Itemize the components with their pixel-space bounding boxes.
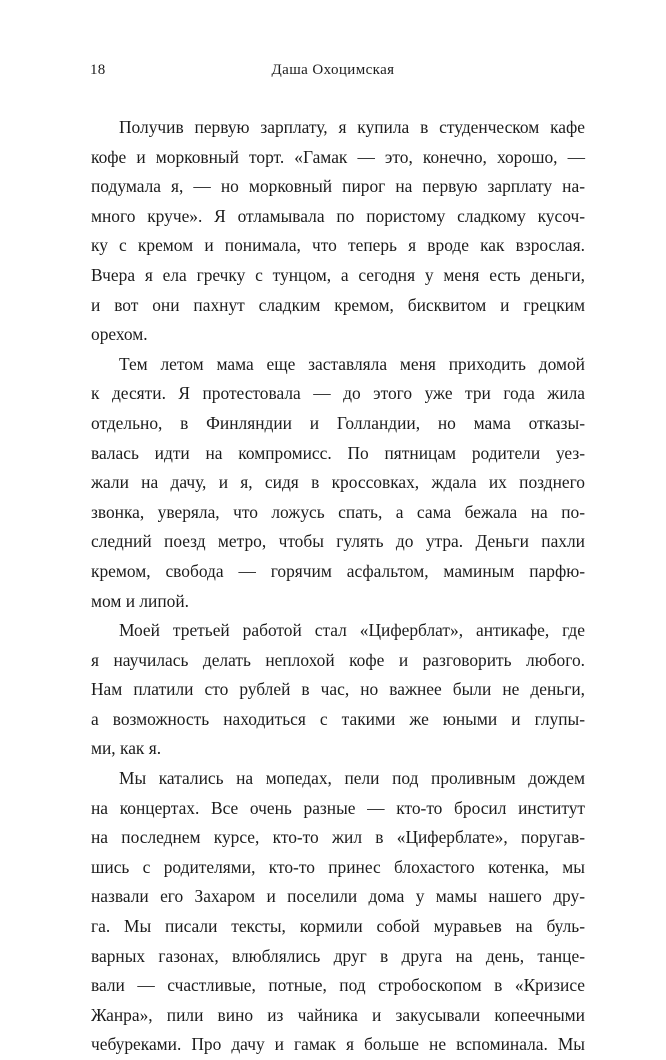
text-line: следний поезд метро, чтобы гулять до утра. Деньги пахли	[91, 531, 585, 552]
text-line: а возможность находиться с такими же юными и глупы-	[91, 708, 585, 729]
text-line: га. Мы писали тексты, кормили собой муравьев на буль-	[91, 916, 585, 937]
text-line: на концертах. Все очень разные — кто-то бросил институт	[91, 797, 585, 818]
text-line: валась идти на компромисс. По пятницам родители уез-	[91, 442, 585, 463]
text-line: чебуреками. Про дачу и гамак я больше не вспоминала. Мы	[91, 1034, 585, 1055]
text-line: вали — счастливые, потные, под стробоскопом в «Кризисе	[91, 975, 585, 996]
text-line: звонка, уверяла, что ложусь спать, а сама бежала на по-	[91, 501, 585, 522]
paragraph	[91, 616, 585, 764]
text-line: Мы катались на мопедах, пели под проливным дождем	[119, 768, 585, 789]
running-head: Даша Охоцимская	[271, 62, 395, 78]
paragraph	[91, 764, 585, 1060]
text-line: назвали его Захаром и поселили дома у мамы нашего дру-	[91, 886, 585, 907]
text-line: много круче». Я отламывала по пористому сладкому кусоч-	[91, 205, 585, 226]
text-line: отдельно, в Финляндии и Голландии, но мама отказы-	[91, 412, 585, 433]
text-line: подумала я, — но морковный пирог на первую зарплату на-	[91, 176, 585, 197]
text-line: кофе и морковный торт. «Гамак — это, конечно, хорошо, —	[91, 146, 585, 167]
text-line: ми, как я.	[91, 738, 162, 759]
text-line: Жанра», пили вино из чайника и закусывали копеечными	[91, 1004, 585, 1025]
text-line: и вот они пахнут сладким кремом, бисквитом и грецким	[91, 294, 585, 315]
text-line: варных газонах, влюблялись друг в друга на день, танце-	[91, 945, 585, 966]
text-line: мом и липой.	[91, 590, 190, 611]
text-line: к десяти. Я протестовала — до этого уже три года жила	[91, 383, 585, 404]
paragraph	[91, 113, 585, 350]
text-line: Нам платили сто рублей в час, но важнее были не деньги,	[91, 679, 585, 700]
text-line: я научилась делать неплохой кофе и разговорить любого.	[91, 649, 585, 670]
page-number: 18	[90, 62, 106, 78]
text-line: Моей третьей работой стал «Циферблат», антикафе, где	[119, 620, 585, 641]
text-line: ку с кремом и понимала, что теперь я вроде как взрослая.	[91, 235, 585, 256]
text-line: Тем летом мама еще заставляла меня приходить домой	[119, 353, 585, 374]
body-text	[91, 113, 585, 1060]
text-line: жали на дачу, и я, сидя в кроссовках, ждала их позднего	[91, 472, 585, 493]
text-line: на последнем курсе, кто-то жил в «Циферблате», поругав-	[91, 827, 585, 848]
text-line: Вчера я ела гречку с тунцом, а сегодня у меня есть деньги,	[91, 264, 585, 285]
text-line: шись с родителями, кто-то принес блохастого котенка, мы	[91, 856, 585, 877]
text-line: Получив первую зарплату, я купила в студенческом кафе	[119, 117, 585, 137]
text-line: орехом.	[91, 324, 148, 345]
text-line: кремом, свобода — горячим асфальтом, маминым парфю-	[91, 560, 585, 581]
paragraph	[91, 350, 585, 616]
